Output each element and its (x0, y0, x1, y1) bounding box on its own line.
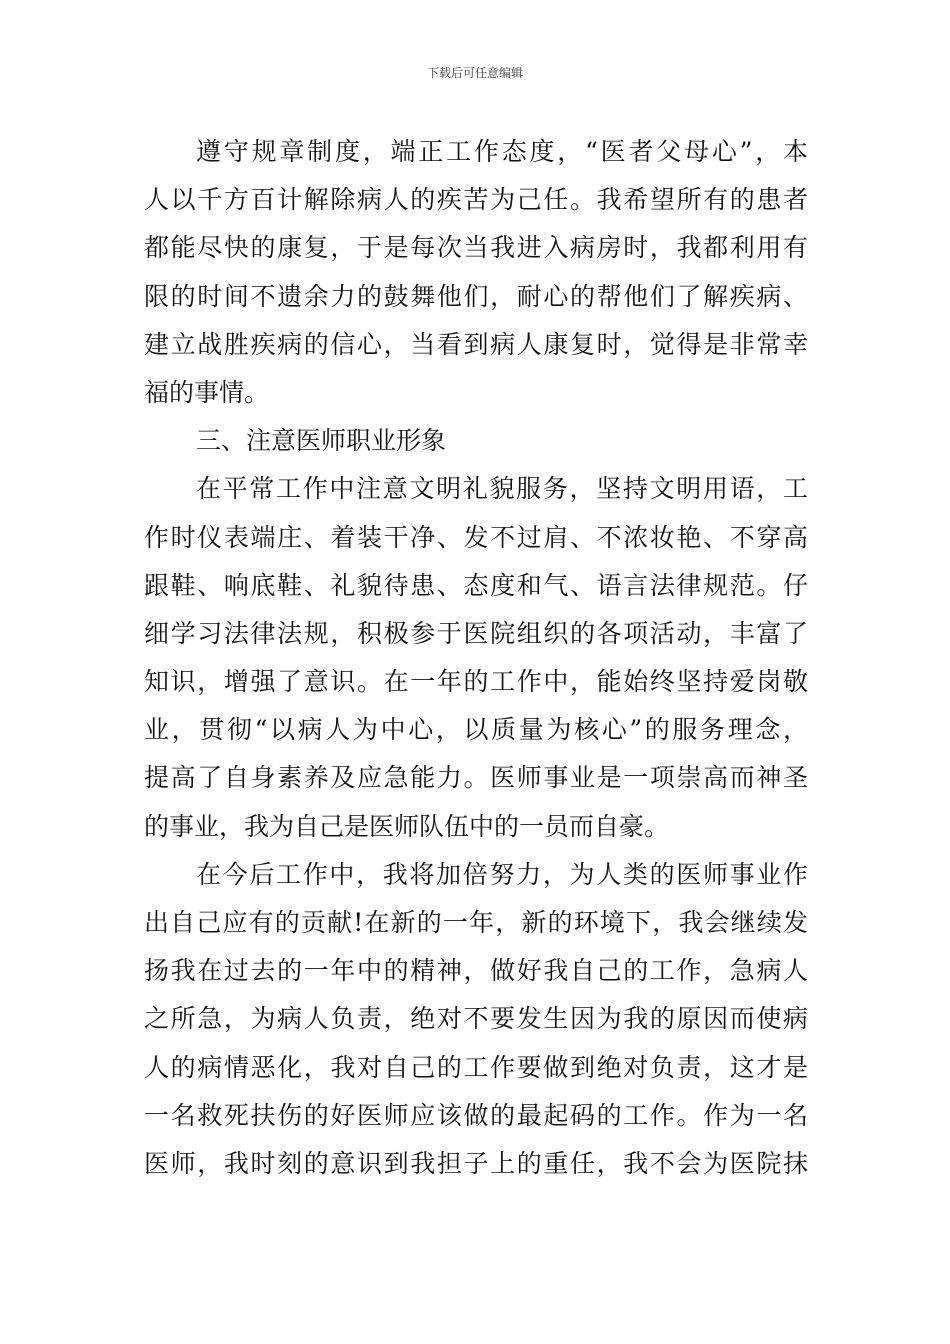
text-line: 业，贯彻“以病人为中心，以质量为核心”的服务理念， (144, 715, 808, 745)
text-line: 限的时间不遗余力的鼓舞他们，耐心的帮他们了解疾病、 (144, 281, 808, 311)
page-header: 下载后可任意编辑 (426, 66, 523, 80)
text-line: 出自己应有的贡献!在新的一年，新的环境下，我会继续发 (144, 908, 808, 937)
text-line: 遵守规章制度，端正工作态度，“医者父母心”，本 (196, 137, 808, 166)
section-heading: 三、注意医师职业形象 (196, 426, 447, 456)
text-line: 人的病情恶化，我对自己的工作要做到绝对负责，这才是 (144, 1052, 808, 1082)
text-line: 在平常工作中注意文明礼貌服务，坚持文明用语，工 (196, 474, 808, 504)
text-line: 在今后工作中，我将加倍努力，为人类的医师事业作 (196, 859, 808, 889)
text-line: 医师，我时刻的意识到我担子上的重任，我不会为医院抹 (144, 1148, 808, 1178)
text-line: 的事业，我为自己是医师队伍中的一员而自豪。 (144, 811, 670, 841)
text-line: 扬我在过去的一年中的精神，做好我自己的工作，急病人 (144, 956, 808, 986)
text-line: 作时仪表端庄、着装干净、发不过肩、不浓妆艳、不穿高 (144, 522, 808, 552)
text-line: 都能尽快的康复，于是每次当我进入病房时，我都利用有 (144, 233, 808, 263)
text-line: 建立战胜疾病的信心，当看到病人康复时，觉得是非常幸 (144, 329, 808, 359)
text-line: 知识，增强了意识。在一年的工作中，能始终坚持爱岗敬 (144, 667, 808, 697)
body-text (144, 128, 808, 1188)
text-line: 人以千方百计解除病人的疾苦为己任。我希望所有的患者 (144, 185, 808, 215)
text-line: 提高了自身素养及应急能力。医师事业是一项崇高而神圣 (144, 763, 808, 793)
text-line: 之所急，为病人负责，绝对不要发生因为我的原因而使病 (144, 1004, 808, 1034)
text-line: 福的事情。 (144, 377, 270, 407)
text-line: 跟鞋、响底鞋、礼貌待患、态度和气、语言法律规范。仔 (144, 570, 808, 600)
text-line: 一名救死扶伤的好医师应该做的最起码的工作。作为一名 (144, 1100, 808, 1130)
text-line: 细学习法律法规，积极参于医院组织的各项活动，丰富了 (144, 618, 808, 648)
